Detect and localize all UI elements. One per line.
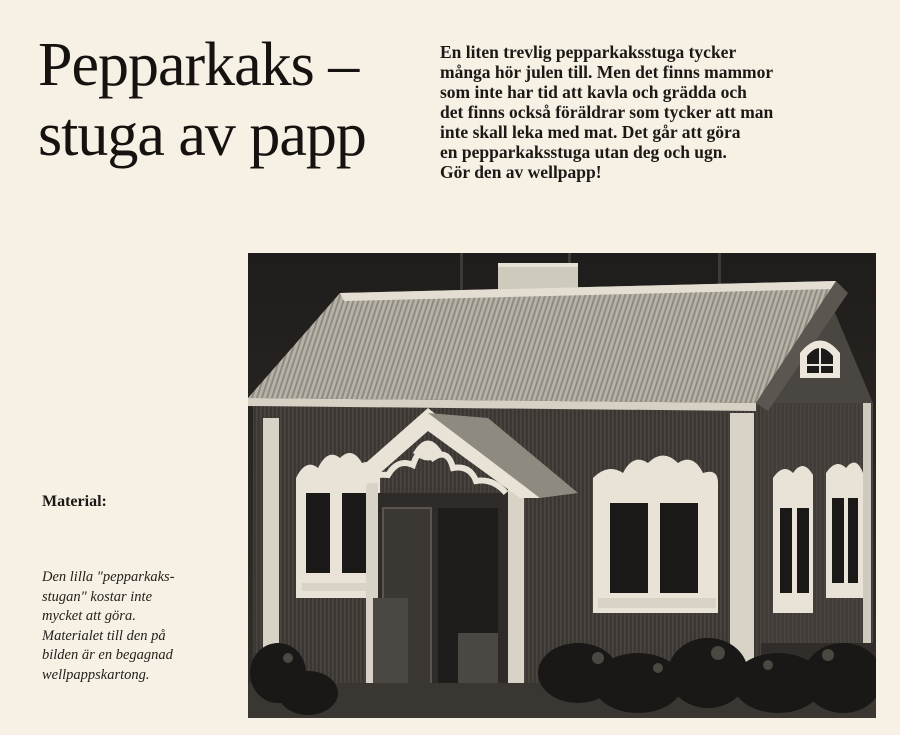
intro-line: En liten trevlig pepparkaksstuga tycker (440, 42, 737, 62)
intro-line: som inte har tid att kavla och grädda och (440, 82, 747, 102)
intro-paragraph (440, 42, 870, 182)
title-line-1: Pepparkaks – (38, 31, 359, 99)
intro-line: en pepparkaksstuga utan deg och ugn. (440, 142, 727, 162)
caption-line: stugan" kostar inte (42, 588, 153, 605)
playhouse-photo (248, 253, 876, 718)
caption-line: wellpappskartong. (42, 666, 150, 683)
intro-line: Gör den av wellpapp! (440, 162, 602, 182)
article-title (38, 30, 428, 170)
intro-line: inte skall leka med mat. Det går att göra (440, 122, 741, 142)
window-right (593, 456, 718, 614)
corrugated-roof (248, 281, 836, 403)
title-line-2: stuga av papp (38, 101, 366, 169)
photo-caption (42, 568, 242, 685)
playhouse-illustration (248, 253, 876, 718)
caption-line: Materialet till den på (42, 627, 166, 644)
material-heading: Material: (42, 493, 107, 510)
intro-line: det finns också föräldrar som tycker att man (440, 102, 774, 122)
caption-line: Den lilla "pepparkaks- (42, 569, 175, 585)
caption-line: bilden är en begagnad (42, 647, 173, 663)
intro-line: många hör julen till. Men det finns mammor (440, 62, 774, 82)
caption-line: mycket att göra. (42, 608, 136, 624)
